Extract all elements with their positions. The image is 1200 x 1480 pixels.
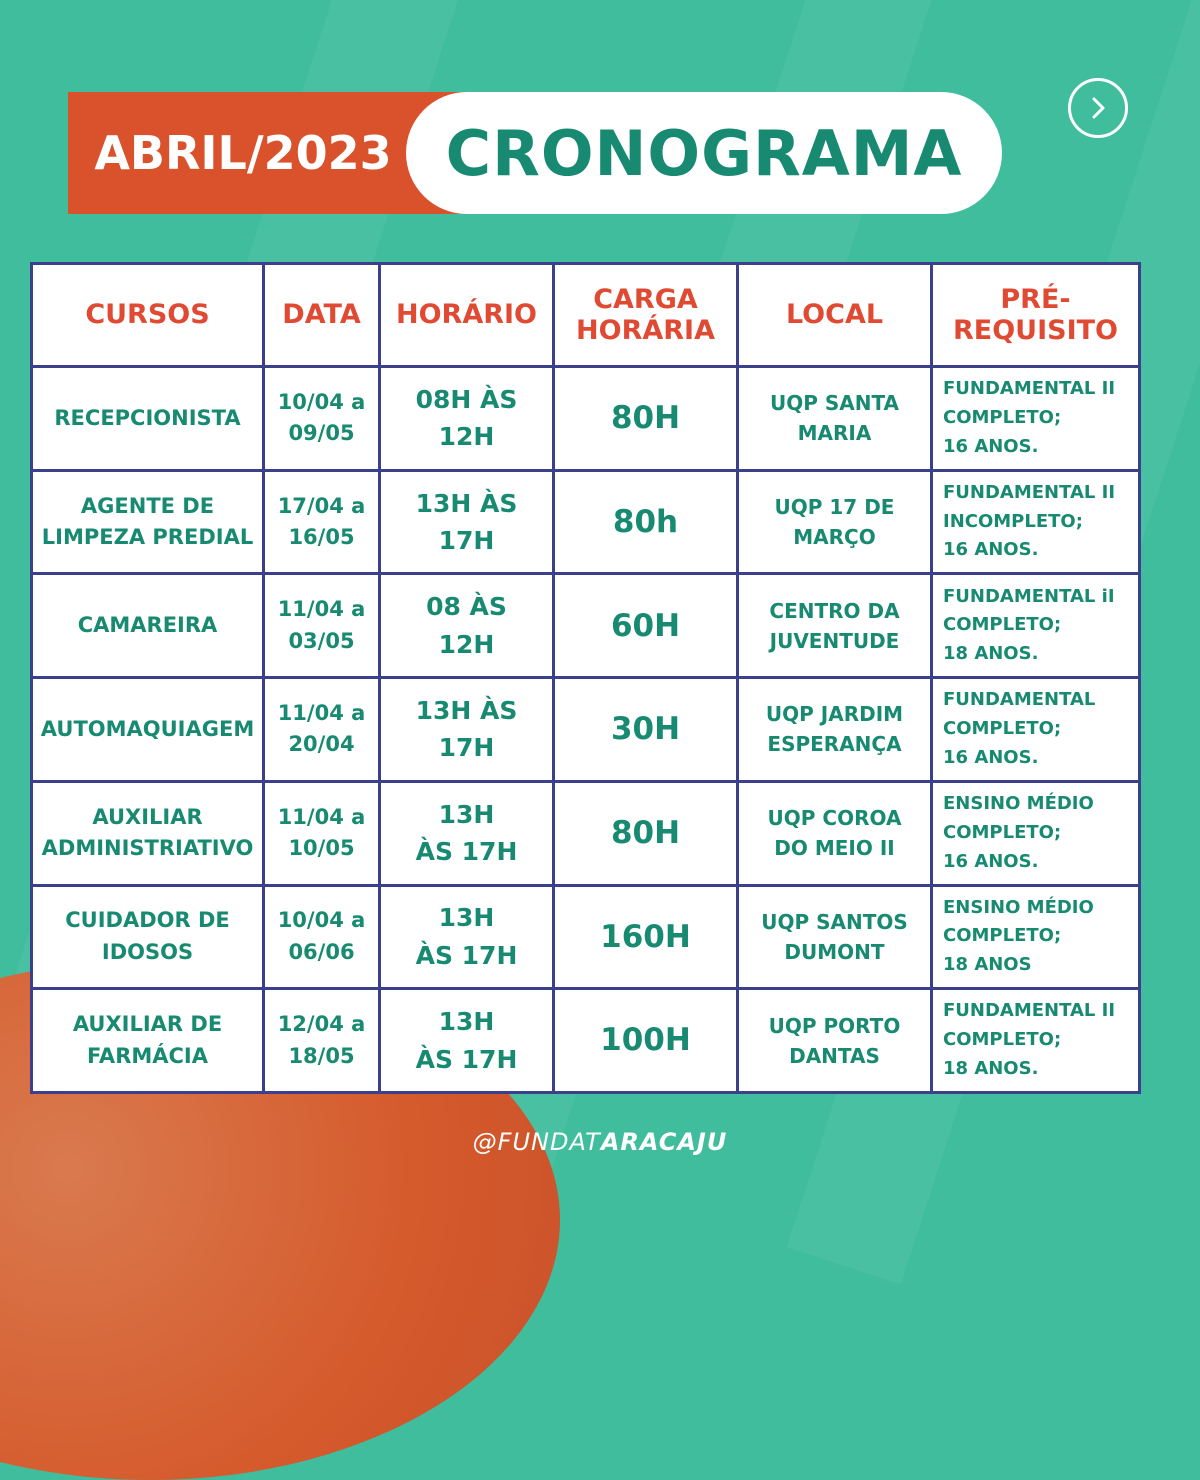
course-cell: RECEPCIONISTA	[32, 367, 264, 471]
course-cell: AGENTE DE LIMPEZA PREDIAL	[32, 470, 264, 574]
requirement-cell: FUNDAMENTAL COMPLETO; 16 ANOS.	[932, 678, 1140, 782]
table-row	[32, 885, 1140, 989]
date-cell: 11/04 a 03/05	[264, 574, 380, 678]
next-button[interactable]	[1068, 78, 1128, 138]
load-cell: 80H	[554, 781, 738, 885]
date-cell: 10/04 a 06/06	[264, 885, 380, 989]
hours-cell: 13H ÀS 17H	[380, 470, 554, 574]
requirement-cell: FUNDAMENTAL II COMPLETO; 16 ANOS.	[932, 367, 1140, 471]
hours-cell: 13H ÀS 17H	[380, 885, 554, 989]
local-cell: UQP SANTA MARIA	[738, 367, 932, 471]
local-cell: UQP JARDIM ESPERANÇA	[738, 678, 932, 782]
table-row	[32, 470, 1140, 574]
local-cell: UQP COROA DO MEIO II	[738, 781, 932, 885]
hours-cell: 08 ÀS 12H	[380, 574, 554, 678]
hours-cell: 13H ÀS 17H	[380, 781, 554, 885]
requirement-cell: FUNDAMENTAL II COMPLETO; 18 ANOS.	[932, 989, 1140, 1093]
col-header-pre-requisito: PRÉ- REQUISITO	[932, 264, 1140, 367]
requirement-cell: ENSINO MÉDIO COMPLETO; 16 ANOS.	[932, 781, 1140, 885]
requirement-cell: FUNDAMENTAL II INCOMPLETO; 16 ANOS.	[932, 470, 1140, 574]
col-header-local: LOCAL	[738, 264, 932, 367]
table-row	[32, 367, 1140, 471]
table-row	[32, 574, 1140, 678]
social-handle	[0, 1128, 1200, 1156]
local-cell: UQP PORTO DANTAS	[738, 989, 932, 1093]
local-cell: UQP SANTOS DUMONT	[738, 885, 932, 989]
table-header-row	[32, 264, 1140, 367]
hours-cell: 08H ÀS 12H	[380, 367, 554, 471]
load-cell: 80h	[554, 470, 738, 574]
table-row	[32, 678, 1140, 782]
local-cell: UQP 17 DE MARÇO	[738, 470, 932, 574]
date-cell: 12/04 a 18/05	[264, 989, 380, 1093]
course-cell: AUXILIAR ADMINISTRIATIVO	[32, 781, 264, 885]
hours-cell: 13H ÀS 17H	[380, 678, 554, 782]
col-header-horario: HORÁRIO	[380, 264, 554, 367]
month-label: ABRIL/2023	[94, 126, 392, 180]
date-cell: 11/04 a 10/05	[264, 781, 380, 885]
load-cell: 60H	[554, 574, 738, 678]
load-cell: 80H	[554, 367, 738, 471]
schedule-table	[30, 262, 1138, 1094]
col-header-carga-horaria: CARGA HORÁRIA	[554, 264, 738, 367]
handle-bold: ARACAJU	[600, 1128, 728, 1156]
local-cell: CENTRO DA JUVENTUDE	[738, 574, 932, 678]
chevron-right-icon	[1086, 96, 1110, 120]
load-cell: 100H	[554, 989, 738, 1093]
page-title: CRONOGRAMA	[406, 92, 1002, 214]
handle-prefix: @FUNDAT	[472, 1128, 601, 1156]
date-cell: 10/04 a 09/05	[264, 367, 380, 471]
table-row	[32, 989, 1140, 1093]
load-cell: 30H	[554, 678, 738, 782]
requirement-cell: ENSINO MÉDIO COMPLETO; 18 ANOS	[932, 885, 1140, 989]
course-cell: CUIDADOR DE IDOSOS	[32, 885, 264, 989]
date-cell: 17/04 a 16/05	[264, 470, 380, 574]
col-header-cursos: CURSOS	[32, 264, 264, 367]
load-cell: 160H	[554, 885, 738, 989]
hours-cell: 13H ÀS 17H	[380, 989, 554, 1093]
course-cell: AUTOMAQUIAGEM	[32, 678, 264, 782]
requirement-cell: FUNDAMENTAL iI COMPLETO; 18 ANOS.	[932, 574, 1140, 678]
course-cell: CAMAREIRA	[32, 574, 264, 678]
course-cell: AUXILIAR DE FARMÁCIA	[32, 989, 264, 1093]
table-row	[32, 781, 1140, 885]
col-header-data: DATA	[264, 264, 380, 367]
date-cell: 11/04 a 20/04	[264, 678, 380, 782]
